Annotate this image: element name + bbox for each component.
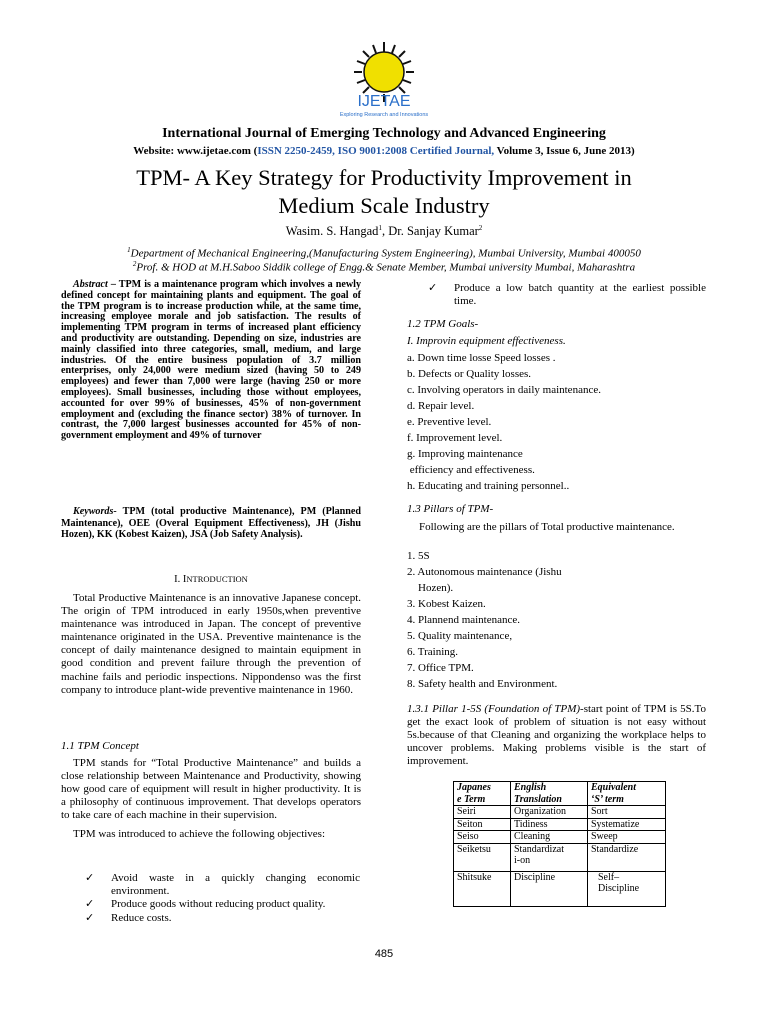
paper-title: TPM- A Key Strategy for Productivity Improvement in Medium Scale Industry xyxy=(136,165,632,218)
check-icon: ✓ xyxy=(85,898,95,911)
table-cell: Self– Discipline xyxy=(588,871,666,906)
list-item: ✓ Produce a low batch quantity at the earliest possible time. xyxy=(428,282,706,308)
journal-logo xyxy=(338,40,430,120)
table-cell: Standardizat i-on xyxy=(511,843,588,871)
section-heading-introduction: I. INTRODUCTION xyxy=(174,574,248,585)
list-item: 7. Office TPM. xyxy=(407,662,474,674)
list-item: 4. Plannend maintenance. xyxy=(407,614,521,626)
goals-subheading: I. Improvin equipment effectiveness. xyxy=(407,335,566,347)
list-item: 3. Kobest Kaizen. xyxy=(407,598,486,610)
page-number: 485 xyxy=(374,948,394,960)
objectives-intro: TPM was introduced to achieve the following objectives: xyxy=(73,828,326,840)
table-cell: Seiketsu xyxy=(454,843,511,871)
list-item: b. Defects or Quality losses. xyxy=(407,368,532,380)
table-cell: Seiton xyxy=(454,818,511,831)
list-item: d. Repair level. xyxy=(407,400,475,412)
table-cell: Standardize xyxy=(588,843,666,871)
table-cell: Systematize xyxy=(588,818,666,831)
list-item: a. Down time losse Speed losses . xyxy=(407,352,556,364)
table-row xyxy=(454,831,666,844)
table-cell: Seiri xyxy=(454,806,511,819)
table-row xyxy=(454,818,666,831)
list-item: f. Improvement level. xyxy=(407,432,503,444)
table-row xyxy=(454,843,666,871)
objectives-list-continued xyxy=(428,282,706,308)
column-header: English Translation xyxy=(511,782,588,806)
table-row xyxy=(454,806,666,819)
list-item: Hozen). xyxy=(407,582,454,594)
journal-name: International Journal of Emerging Technology and Advanced Engineering xyxy=(162,126,606,141)
authors: Wasim. S. Hangad$^1$, Dr. Sanjay Kumar$^2$ xyxy=(285,224,483,239)
column-header: Japanes e Term xyxy=(454,782,511,806)
logo-tagline: Exploring Research and Innovations xyxy=(339,112,429,118)
list-item: 8. Safety health and Environment. xyxy=(407,678,558,690)
intro-paragraph: Total Productive Maintenance is an innovative Japanese concept. The origin of TPM introduced in early 1950s,when preventive maintenance was introduced in Japan. The concept of preventive maintenance originated in the USA. Preventive maintenance is the concept of daily maintenance designed to maintain equipment in good condition and prevent failure through the prevention of machine fails and periodic inspections. Nippondenso was the first company to introduce plant-wide preventive maintenance in 1960. xyxy=(61,592,361,696)
table-cell: Tidiness xyxy=(511,818,588,831)
objectives-list xyxy=(85,872,360,925)
issn-info: ISSN 2250-2459, ISO 9001:2008 Certified Journal, xyxy=(257,145,495,157)
column-header: Equivalent ‘S’ term xyxy=(588,782,666,806)
pillar1-paragraph: 1.3.1 Pillar 1-5S (Foundation of TPM)-start point of TPM is 5S.To get the exact look of problem of situation is not easy without 5s.because of that Cleaning and organizing the workplace helps to uncover problems. Making problems visible is the start of improvement. xyxy=(407,703,706,768)
list-item: 1. 5S xyxy=(407,550,430,562)
check-icon: ✓ xyxy=(85,872,95,884)
table-cell: Discipline xyxy=(511,871,588,906)
list-item: ✓ Reduce costs. xyxy=(85,911,172,924)
list-item: ✓ Produce goods without reducing product quality. xyxy=(85,898,326,911)
check-icon: ✓ xyxy=(85,911,95,924)
list-item: g. Improving maintenance xyxy=(407,448,523,460)
keywords: Keywords- TPM (total productive Maintenance), PM (Planned Maintenance), OEE (Overal Equipment Effectiveness), JH (Jishu Hozen), KK (Kobest Kaizen), JSA (Job Safety Analysis). xyxy=(61,506,361,540)
list-item: e. Preventive level. xyxy=(407,416,492,428)
check-icon: ✓ xyxy=(428,282,438,294)
list-item: ✓ Avoid waste in a quickly changing economic environment. xyxy=(85,872,360,898)
goals-list xyxy=(407,350,706,494)
5s-terms-table xyxy=(453,781,666,907)
table-header-row xyxy=(454,782,666,806)
subsection-tpm-goals: 1.2 TPM Goals- xyxy=(407,318,479,330)
pillars-intro: Following are the pillars of Total productive maintenance. xyxy=(419,521,675,533)
affiliation-1: $^1$Department of Mechanical Engineering,(Manufacturing System Engineering), Mumbai University, Mumbai 400050 xyxy=(127,246,641,260)
pillars-list xyxy=(407,548,706,692)
table-row xyxy=(454,871,666,906)
table-cell: Shitsuke xyxy=(454,871,511,906)
table-cell: Cleaning xyxy=(511,831,588,844)
list-item: 5. Quality maintenance, xyxy=(407,630,513,642)
list-item: 6. Training. xyxy=(407,646,459,658)
affiliation-2: $^2$Prof. & HOD at M.H.Saboo Siddik college of Engg.& Senate Member, Mumbai university Mumbai, Maharashtra xyxy=(132,260,636,274)
table-cell: Sort xyxy=(588,806,666,819)
journal-website-line: Website: www.ijetae.com (ISSN 2250-2459, ISO 9001:2008 Certified Journal, Volume 3, Issue 6, June 2013) xyxy=(133,145,635,157)
subsection-pillars: 1.3 Pillars of TPM- xyxy=(407,503,494,515)
list-item: 2. Autonomous maintenance (Jishu xyxy=(407,566,562,578)
logo-text: IJETAE xyxy=(357,93,411,110)
list-item: h. Educating and training personnel.. xyxy=(407,480,570,492)
concept-paragraph: TPM stands for “Total Productive Maintenance” and builds a close relationship between Maintenance and Productivity, showing how good care of equipment will result in higher productivity. It is a philosophy of continuous improvement. That develops operators to take care of each machine in their supervision. xyxy=(61,757,361,822)
list-item: c. Involving operators in daily maintenance. xyxy=(407,384,601,396)
list-item: efficiency and effectiveness. xyxy=(407,464,535,476)
table-cell: Sweep xyxy=(588,831,666,844)
abstract: Abstract – TPM is a maintenance program which involves a newly defined concept for maintaining plants and equipment. The goal of the TPM program is to increase production while, at the same time, increasing employee morale and job satisfaction. The results of implementing TPM program in terms of increased plant efficiency and productivity are outstanding. Depending on size, industries are mainly classified into three categories, small, medium, and large industries. Of the entire business population of 3.7 million enterprises, only 24,000 were medium sized (having 50 to 249 employees) and fewer than 7,000 were large (having 250 or more employees). Small businesses, including those without employees, accounted for over 99% of businesses, 45% of non-government employment and (excluding the finance sector) 38% of turnover. In contrast, the 7,000 largest businesses accounted for 45% of non-government employment and 49% of turnover xyxy=(61,279,361,442)
subsection-tpm-concept: 1.1 TPM Concept xyxy=(61,740,139,752)
table-cell: Organization xyxy=(511,806,588,819)
table-cell: Seiso xyxy=(454,831,511,844)
